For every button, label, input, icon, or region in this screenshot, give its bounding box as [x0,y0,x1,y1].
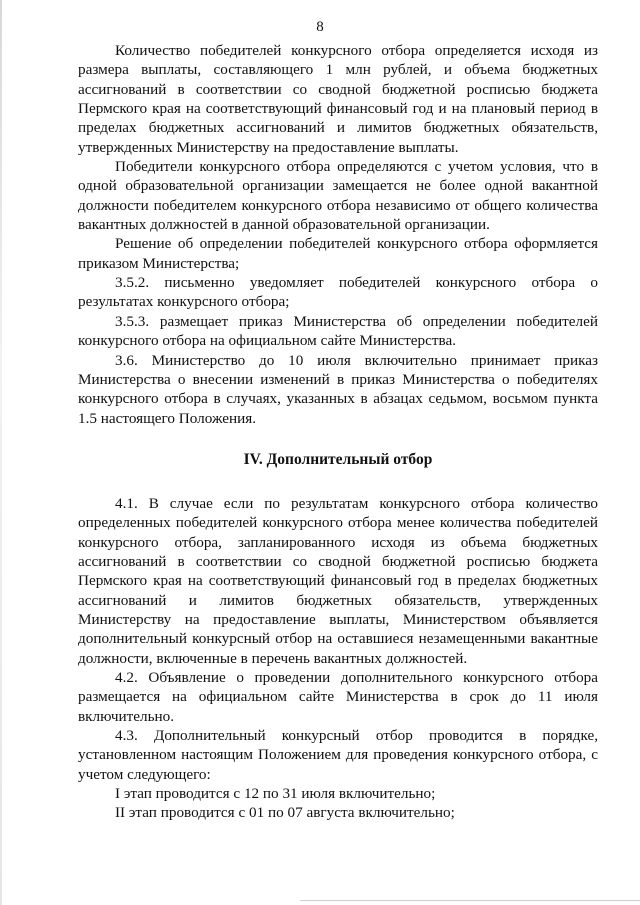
paragraph-winners-count: Количество победителей конкурсного отбора определяется исходя из размера выплаты, составляющего 1 млн рублей, и объема бюджетных ассигнований в соответствии со сводной бюджетной росписью бюджета Пермского края на соответствующий финансовый год и на плановый период в пределах бюджетных ассигнований и лимитов бюджетных обязательств, утвержденных Министерству на предоставление выплаты. [78,42,598,156]
document-body [78,41,598,823]
paragraph-3-5-3: 3.5.3. размещает приказ Министерства об определении победителей конкурсного отбора на официальном сайте Министерства. [78,312,598,350]
paragraph-winners-condition: Победители конкурсного отбора определяются с учетом условия, что в одной образовательной организации замещается не более одной вакантной должности победителем конкурсного отбора независимо от общего количества вакантных должностей в данной образовательной организации. [78,158,598,234]
paragraph-stage-1: I этап проводится с 12 по 31 июля включительно; [115,785,436,803]
paragraph-3-6: 3.6. Министерство до 10 июля включительно принимает приказ Министерства о внесении изменений в приказ Министерства о победителях конкурсного отбора в случаях, указанных в абзацах седьмом, восьмом пункта 1.5 настоящего Положения. [78,351,598,427]
paragraph-4-3: 4.3. Дополнительный конкурсный отбор проводится в порядке, установленном настоящим Положением для проведения конкурсного отбора, с учетом следующего: [78,727,598,783]
paragraph-3-5-2: 3.5.2. письменно уведомляет победителей конкурсного отбора о результатах конкурсного отбора; [78,274,598,311]
paragraph-4-1: 4.1. В случае если по результатам конкурсного отбора количество определенных победителей конкурсного отбора менее количества победителей конкурсного отбора, запланированного исходя из объема бюджетных ассигнований в соответствии со сводной бюджетной росписью бюджета Пермского края на соответствующий финансовый год в пределах бюджетных ассигнований и лимитов бюджетных обязательств, утвержденных Министерству на предоставление выплаты, Министерством объявляется дополнительный конкурсный отбор на оставшиеся незамещенными вакантные должности, включенные в перечень вакантных должностей. [78,494,598,667]
scan-bottom-edge [300,900,640,901]
section-heading: IV. Дополнительный отбор [243,450,433,468]
paragraph-decision-order: Решение об определении победителей конкурсного отбора оформляется приказом Министерства; [78,235,598,272]
paragraph-4-2: 4.2. Объявление о проведении дополнительного конкурсного отбора размещается на официальном сайте Министерства в срок до 11 июля включительно. [78,668,598,725]
scan-edge-shadow [0,0,2,905]
page-number: 8 [316,19,324,35]
paragraph-stage-2: II этап проводится с 01 по 07 августа включительно; [115,804,455,822]
